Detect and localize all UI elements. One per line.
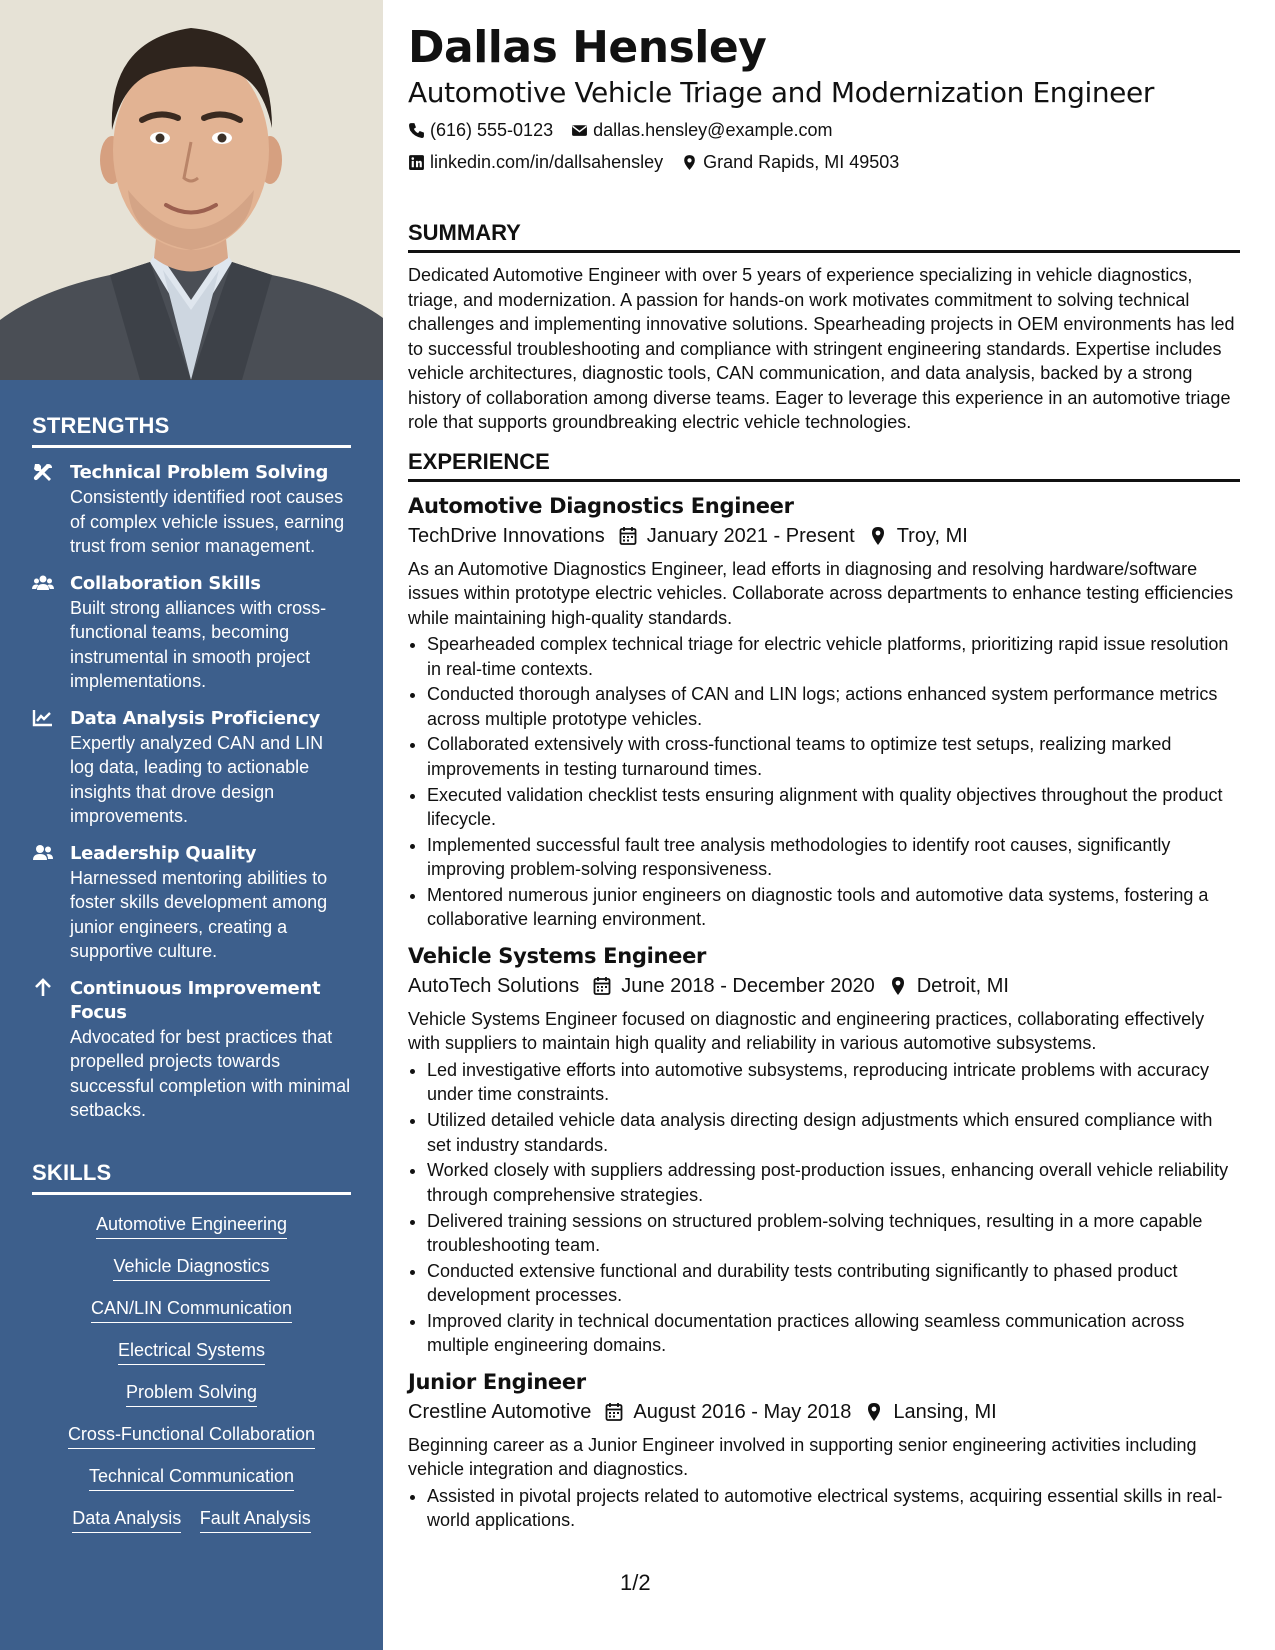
strengths-heading: STRENGTHS	[32, 413, 351, 448]
job-dates	[619, 522, 855, 550]
strength-item	[32, 842, 351, 964]
company-name: AutoTech Solutions	[408, 974, 580, 997]
strength-desc: Consistently identified root causes of complex vehicle issues, earning trust from senior management.	[70, 487, 345, 556]
skill-tag: Data Analysis	[72, 1506, 181, 1533]
job-dates-text: January 2021 - Present	[646, 524, 855, 547]
job-title: Vehicle Systems Engineer	[408, 943, 707, 968]
strength-desc: Expertly analyzed CAN and LIN log data, leading to actionable insights that drove design improvements.	[70, 732, 324, 826]
sidebar	[0, 0, 383, 1650]
strength-title: Leadership Quality	[70, 842, 257, 864]
location-pin-icon	[865, 1402, 883, 1422]
job-headline: Automotive Vehicle Triage and Modernization Engineer	[408, 76, 1154, 109]
phone-text: (616) 555-0123	[430, 120, 554, 140]
phone-icon	[408, 122, 425, 139]
bullet-item: • Delivered training sessions on structured problem-solving techniques, resulting in a more capable troubleshooting team.	[427, 1209, 1240, 1258]
chart-line-icon	[32, 708, 54, 728]
strength-desc: Harnessed mentoring abilities to foster skills development among junior engineers, creating a supportive culture.	[70, 867, 328, 961]
job-dates	[593, 972, 875, 1000]
bullet-item: • Mentored numerous junior engineers on diagnostic tools and automotive data systems, fostering a collaborative learning environment.	[427, 883, 1240, 932]
job-entry	[408, 1368, 1240, 1533]
skill-tag: Problem Solving	[126, 1380, 257, 1407]
strength-title: Continuous Improvement Focus	[70, 977, 321, 1023]
linkedin-text: linkedin.com/in/dallsahensley	[430, 152, 664, 172]
job-meta	[408, 522, 1240, 550]
strength-desc: Advocated for best practices that propelled projects towards successful completion with minimal setbacks.	[70, 1026, 351, 1120]
user-group-icon	[32, 843, 54, 863]
bullet-item: • Conducted extensive functional and durability tests contributing significantly to phased product development processes.	[427, 1259, 1240, 1308]
portrait-image	[0, 0, 383, 380]
job-title: Junior Engineer	[408, 1369, 586, 1394]
users-icon	[32, 573, 54, 593]
bullet-item: • Worked closely with suppliers addressing post-production issues, enhancing overall vehicle reliability through comprehensive strategies.	[427, 1158, 1240, 1207]
strength-item	[32, 461, 351, 559]
summary-heading: SUMMARY	[408, 220, 1240, 253]
strengths-section	[32, 413, 351, 1123]
job-bullets	[408, 1058, 1240, 1358]
skills-list	[32, 1205, 351, 1541]
job-entry	[408, 492, 1240, 932]
job-location	[869, 522, 968, 550]
profile-photo	[0, 0, 383, 380]
skill-tag: Vehicle Diagnostics	[113, 1254, 269, 1281]
strength-item	[32, 572, 351, 694]
strength-item	[32, 977, 351, 1123]
contact-row	[408, 150, 1240, 174]
job-dates-text: June 2018 - December 2020	[621, 974, 875, 997]
skills-section	[32, 1160, 351, 1541]
job-location	[889, 972, 1009, 1000]
location-pin-icon	[889, 976, 907, 996]
bullet-item: • Led investigative efforts into automotive subsystems, reproducing intricate problems with accuracy under time constraints.	[427, 1058, 1240, 1107]
strength-item	[32, 707, 351, 829]
contact-row	[408, 118, 1240, 142]
bullet-item: • Utilized detailed vehicle data analysis directing design adjustments which ensured compliance with set industry standards.	[427, 1108, 1240, 1157]
linkedin-icon	[408, 154, 425, 171]
strength-desc: Built strong alliances with cross-functional teams, becoming instrumental in smooth project implementations.	[70, 597, 327, 691]
job-bullets	[408, 632, 1240, 932]
skill-tag: Electrical Systems	[118, 1338, 265, 1365]
bullet-item: • Executed validation checklist tests ensuring alignment with quality objectives throughout the product lifecycle.	[427, 783, 1240, 832]
bullet-item: • Improved clarity in technical documentation practices allowing seamless communication across multiple engineering domains.	[427, 1309, 1240, 1358]
strength-title: Data Analysis Proficiency	[70, 707, 320, 729]
job-dates	[605, 1398, 851, 1426]
calendar-icon	[605, 1402, 623, 1422]
email-contact[interactable]	[571, 118, 832, 142]
job-dates-text: August 2016 - May 2018	[633, 1400, 852, 1423]
page-number: 1/2	[620, 1570, 651, 1595]
job-description: Vehicle Systems Engineer focused on diagnostic and engineering practices, collaborating effectively with suppliers to maintain high quality and reliability in various automotive subsystems.	[408, 1008, 1205, 1054]
job-location-text: Detroit, MI	[916, 974, 1009, 997]
job-meta	[408, 1398, 1240, 1426]
main-content	[408, 20, 1240, 1534]
linkedin-contact[interactable]	[408, 150, 663, 174]
job-meta	[408, 972, 1240, 1000]
job-location	[865, 1398, 996, 1426]
summary-text: Dedicated Automotive Engineer with over 5 years of experience specializing in vehicle diagnostics, triage, and modernization. A passion for hands-on work motivates commitment to solving technical challenges and implementing innovative solutions. Spearheading projects in OEM environments has led to successful troubleshooting and compliance with stringent engineering standards. Expertise includes vehicle architectures, diagnostic tools, CAN communication, and data analysis, backed by a strong history of collaboration among diverse teams. Eager to leverage this experience in an automotive triage role that supports groundbreaking electric vehicle technologies.	[408, 265, 1235, 432]
bullet-item: • Collaborated extensively with cross-functional teams to optimize test setups, realizing marked improvements in testing turnaround times.	[427, 732, 1240, 781]
job-entry	[408, 942, 1240, 1358]
bullet-item: • Implemented successful fault tree analysis methodologies to identify root causes, significantly improving problem-solving responsiveness.	[427, 833, 1240, 882]
bullet-item: • Conducted thorough analyses of CAN and LIN logs; actions enhanced system performance metrics across multiple prototype vehicles.	[427, 682, 1240, 731]
job-location-text: Lansing, MI	[893, 1400, 997, 1423]
phone-contact[interactable]	[408, 118, 553, 142]
envelope-icon	[571, 122, 588, 139]
location-pin-icon	[681, 154, 698, 171]
skills-heading: SKILLS	[32, 1160, 351, 1195]
job-description: As an Automotive Diagnostics Engineer, lead efforts in diagnosing and resolving hardware/software issues within prototype electric vehicles. Collaborate across departments to enhance testing efficiencies while maintaining high-quality standards.	[408, 558, 1234, 628]
skill-tag: Fault Analysis	[200, 1506, 311, 1533]
strength-title: Technical Problem Solving	[70, 462, 329, 483]
skill-tag: CAN/LIN Communication	[91, 1296, 292, 1323]
job-location-text: Troy, MI	[896, 524, 968, 547]
arrow-up-icon	[32, 978, 54, 998]
job-title: Automotive Diagnostics Engineer	[408, 493, 794, 518]
job-bullets	[408, 1484, 1240, 1533]
calendar-icon	[619, 526, 637, 546]
candidate-name: Dallas Hensley	[408, 22, 767, 73]
location-text: Grand Rapids, MI 49503	[703, 152, 900, 172]
company-name: TechDrive Innovations	[408, 524, 605, 547]
experience-heading: EXPERIENCE	[408, 449, 1240, 482]
tools-icon	[32, 462, 54, 482]
company-name: Crestline Automotive	[408, 1400, 592, 1423]
bullet-item: • Spearheaded complex technical triage for electric vehicle platforms, prioritizing rapid issue resolution in real-time contexts.	[427, 632, 1240, 681]
bullet-item: • Assisted in pivotal projects related to automotive electrical systems, acquiring essential skills in real-world applications.	[427, 1484, 1240, 1533]
email-text: dallas.hensley@example.com	[593, 120, 833, 140]
calendar-icon	[593, 976, 611, 996]
location-pin-icon	[869, 526, 887, 546]
skill-tag: Automotive Engineering	[96, 1212, 287, 1239]
skill-tag: Cross-Functional Collaboration	[68, 1422, 315, 1449]
strength-title: Collaboration Skills	[70, 572, 261, 594]
location-contact	[681, 150, 899, 174]
skill-tag: Technical Communication	[89, 1464, 294, 1491]
job-description: Beginning career as a Junior Engineer involved in supporting senior engineering activities including vehicle integration and diagnostics.	[408, 1434, 1197, 1480]
